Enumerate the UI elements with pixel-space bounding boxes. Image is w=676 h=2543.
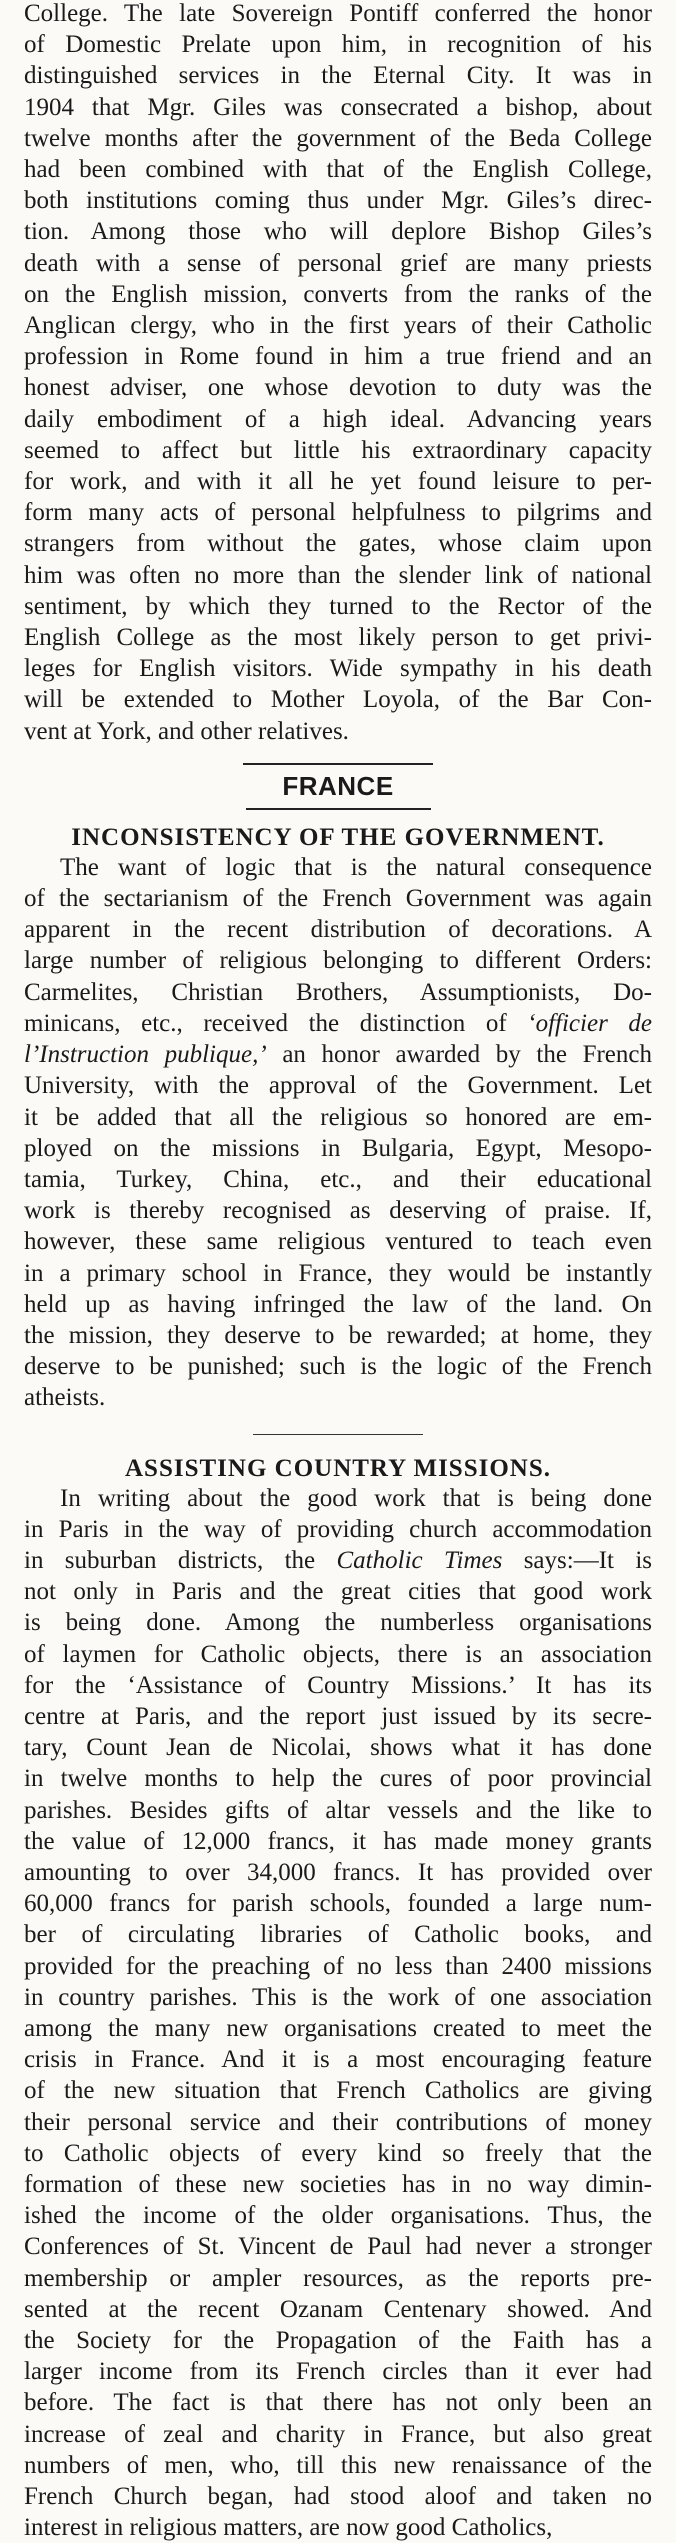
text-line: strangers from without the gates, whose claim upon xyxy=(24,530,652,558)
text-line: held up as having infringed the law of the land. On xyxy=(24,1290,652,1318)
text-line: sented at the recent Ozanam Centenary showed. And xyxy=(24,2295,652,2323)
text-line: larger income from its French circles than it ever had xyxy=(24,2358,652,2386)
text-line: deserve to be punished; such is the logic of the French xyxy=(24,1353,652,1381)
text-line: atheists. xyxy=(24,1384,106,1412)
text-line: twelve months after the government of the Beda College xyxy=(24,124,652,152)
article-giles-body xyxy=(24,0,652,747)
text-line: daily embodiment of a high ideal. Advancing years xyxy=(24,405,652,433)
text-line: to Catholic objects of every kind so freely that the xyxy=(24,2139,652,2167)
text-line: parishes. Besides gifts of altar vessels and the like to xyxy=(24,1796,652,1824)
text-line: in twelve months to help the cures of poor provincial xyxy=(24,1765,652,1793)
text-line: University, with the approval of the Government. Let xyxy=(24,1072,652,1100)
text-line: ployed on the missions in Bulgaria, Egypt, Mesopo- xyxy=(24,1134,652,1162)
text-line: The want of logic that is the natural consequence xyxy=(60,853,652,881)
text-line: in Paris in the way of providing church accommodation xyxy=(24,1515,652,1543)
text-line: 60,000 francs for parish schools, founded a large num- xyxy=(24,1890,652,1918)
text-line: the mission, they deserve to be rewarded; at home, they xyxy=(24,1321,652,1349)
text-line: centre at Paris, and the report just issued by its secre- xyxy=(24,1702,652,1730)
text-line: Conferences of St. Vincent de Paul had never a stronger xyxy=(24,2233,652,2261)
text-line: apparent in the recent distribution of decorations. A xyxy=(24,916,652,944)
text-line: amounting to over 34,000 francs. It has provided over xyxy=(24,1858,652,1886)
text-line: seemed to affect but little his extraordinary capacity xyxy=(24,436,652,464)
text-line: the value of 12,000 francs, it has made money grants xyxy=(24,1827,652,1855)
text-line: crisis in France. And it is a most encouraging feature xyxy=(24,2046,652,2074)
text-line: honest adviser, one whose devotion to duty was the xyxy=(24,374,652,402)
text-line: work is thereby recognised as deserving of praise. If, xyxy=(24,1197,652,1225)
section-title-france: FRANCE xyxy=(282,770,394,801)
text-line: form many acts of personal helpfulness to pilgrims and xyxy=(24,499,652,527)
text-line: College. The late Sovereign Pontiff conferred the honor xyxy=(24,0,652,27)
text-line: in suburban districts, the Catholic Times says:—It is xyxy=(24,1546,652,1574)
text-line: 1904 that Mgr. Giles was consecrated a bishop, about xyxy=(24,93,652,121)
text-line: numbers of men, who, till this new renaissance of the xyxy=(24,2451,652,2479)
text-line: for the ‘Assistance of Country Missions.’ It has its xyxy=(24,1671,652,1699)
text-line: In writing about the good work that is being done xyxy=(60,1484,652,1512)
text-line: the Society for the Propagation of the Faith has a xyxy=(24,2327,652,2355)
text-line: among the many new organisations created to meet the xyxy=(24,2014,652,2042)
text-line: death with a sense of personal grief are many priests xyxy=(24,249,652,277)
text-line: profession in Rome found in him a true friend and an xyxy=(24,343,652,371)
text-line: not only in Paris and the great cities that good work xyxy=(24,1578,652,1606)
text-line: interest in religious matters, are now good Catholics, xyxy=(24,2514,553,2542)
text-line: it be added that all the religious so honored are em- xyxy=(24,1103,652,1131)
text-line: however, these same religious ventured to teach even xyxy=(24,1228,652,1256)
text-line: for work, and with it all he yet found leisure to per- xyxy=(24,468,652,496)
text-line: membership or ampler resources, as the reports pre- xyxy=(24,2264,652,2292)
text-line: tamia, Turkey, China, etc., and their educational xyxy=(24,1165,652,1193)
text-line: Anglican clergy, who in the first years of their Catholic xyxy=(24,312,652,340)
article-heading-country-missions: ASSISTING COUNTRY MISSIONS. xyxy=(125,1454,551,1482)
text-line: before. The fact is that there has not only been an xyxy=(24,2389,652,2417)
text-line: in a primary school in France, they would be instantly xyxy=(24,1259,652,1287)
text-line: distinguished services in the Eternal City. It was in xyxy=(24,62,652,90)
text-line: l’Instruction publique,’ an honor awarded by the French xyxy=(24,1041,652,1069)
text-line: both institutions coming thus under Mgr. Giles’s direc- xyxy=(24,187,652,215)
text-line: formation of these new societies has in no way dimin- xyxy=(24,2171,652,2198)
text-line: sentiment, by which they turned to the Rector of the xyxy=(24,592,652,620)
text-line: large number of religious belonging to different Orders: xyxy=(24,947,652,975)
text-line: is being done. Among the numberless organisations xyxy=(24,1609,652,1637)
text-line: ber of circulating libraries of Catholic books, and xyxy=(24,1921,652,1949)
text-line: of laymen for Catholic objects, there is an association xyxy=(24,1640,652,1668)
text-line: him was often no more than the slender link of national xyxy=(24,561,652,589)
text-line: minicans, etc., received the distinction of ‘officier de xyxy=(24,1009,652,1037)
text-line: their personal service and their contributions of money xyxy=(24,2108,652,2136)
text-line: of the sectarianism of the French Government was again xyxy=(24,885,652,913)
text-line: Carmelites, Christian Brothers, Assumptionists, Do- xyxy=(24,978,652,1006)
text-line: French Church began, had stood aloof and taken no xyxy=(24,2483,652,2511)
text-line: of the new situation that French Catholics are giving xyxy=(24,2077,652,2105)
text-line: ished the income of the older organisations. Thus, the xyxy=(24,2202,652,2230)
text-column xyxy=(24,0,652,2543)
article-inconsistency-body xyxy=(24,852,652,1414)
text-line: increase of zeal and charity in France, but also great xyxy=(24,2420,652,2448)
text-line: will be extended to Mother Loyola, of the Bar Con- xyxy=(24,686,652,714)
text-line: provided for the preaching of no less than 2400 missions xyxy=(24,1952,652,1980)
text-line: on the English mission, converts from the ranks of the xyxy=(24,280,652,308)
text-line: tary, Count Jean de Nicolai, shows what it has done xyxy=(24,1734,652,1762)
article-country-missions-body xyxy=(24,1483,652,2543)
text-line: vent at York, and other relatives. xyxy=(24,717,349,745)
text-line: in country parishes. This is the work of one association xyxy=(24,1983,652,2011)
text-line: tion. Among those who will deplore Bishop Giles’s xyxy=(24,218,652,246)
text-line: of Domestic Prelate upon him, in recognition of his xyxy=(24,31,652,59)
text-line: leges for English visitors. Wide sympathy in his death xyxy=(24,655,652,683)
article-heading-inconsistency: INCONSISTENCY OF THE GOVERNMENT. xyxy=(71,823,605,851)
text-line: had been combined with that of the English College, xyxy=(24,156,652,184)
text-line: English College as the most likely person to get privi- xyxy=(24,624,652,652)
